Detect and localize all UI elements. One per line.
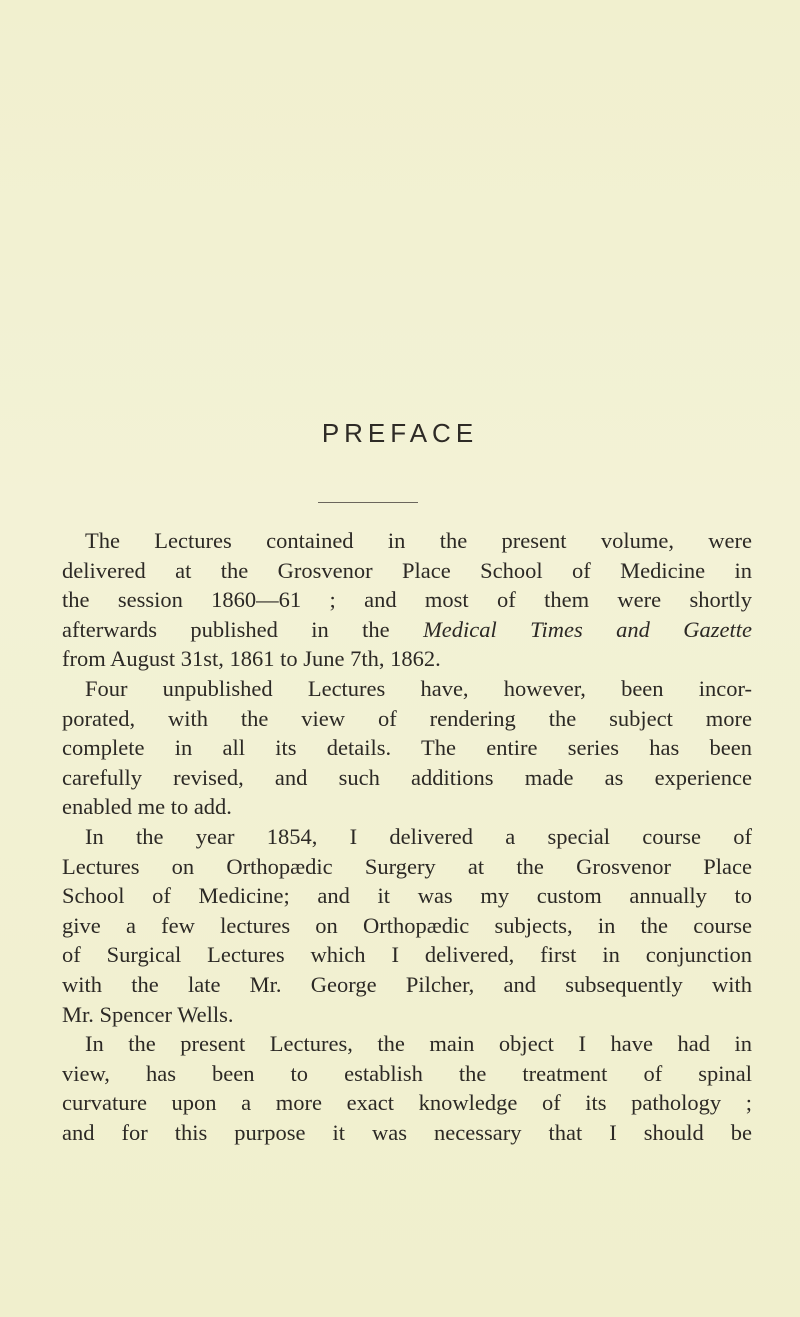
- title-rule: [318, 502, 418, 503]
- text-line: carefully revised, and such additions made as experience: [62, 764, 752, 790]
- text-line: with the late Mr. George Pilcher, and subsequently with: [62, 971, 752, 997]
- text-line: In the year 1854, I delivered a special course of: [85, 823, 752, 849]
- text-line: Four unpublished Lectures have, however, been incor-: [85, 675, 752, 701]
- text-line: enabled me to add.: [62, 794, 232, 820]
- text-line: In the present Lectures, the main object I have had in: [85, 1031, 752, 1057]
- page-title: PREFACE: [321, 418, 479, 448]
- preface-body: [62, 526, 752, 1147]
- text-line: porated, with the view of rendering the subject more: [62, 705, 752, 731]
- text-line: of Surgical Lectures which I delivered, first in conjunction: [62, 942, 752, 968]
- text-line: and for this purpose it was necessary that I should be: [62, 1119, 752, 1145]
- text-line: delivered at the Grosvenor Place School of Medicine in: [62, 557, 752, 583]
- text-line: the session 1860—61 ; and most of them were shortly: [62, 587, 752, 613]
- text-run: afterwards published in the: [62, 616, 424, 642]
- text-line: Lectures on Orthopædic Surgery at the Grosvenor Place: [62, 853, 752, 879]
- text-line: The Lectures contained in the present volume, were: [85, 528, 752, 553]
- text-line: complete in all its details. The entire series has been: [62, 735, 752, 761]
- text-line: Mr. Spencer Wells.: [62, 1001, 234, 1027]
- text-line: give a few lectures on Orthopædic subjects, in the course: [62, 912, 752, 938]
- text-line: School of Medicine; and it was my custom annually to: [62, 883, 752, 909]
- text-line: from August 31st, 1861 to June 7th, 1862.: [62, 646, 441, 672]
- text-line: view, has been to establish the treatment of spinal: [62, 1060, 752, 1086]
- text-line: [62, 615, 752, 645]
- journal-title: Medical Times and Gazette: [423, 616, 752, 642]
- text-line: curvature upon a more exact knowledge of its pathology ;: [62, 1090, 752, 1116]
